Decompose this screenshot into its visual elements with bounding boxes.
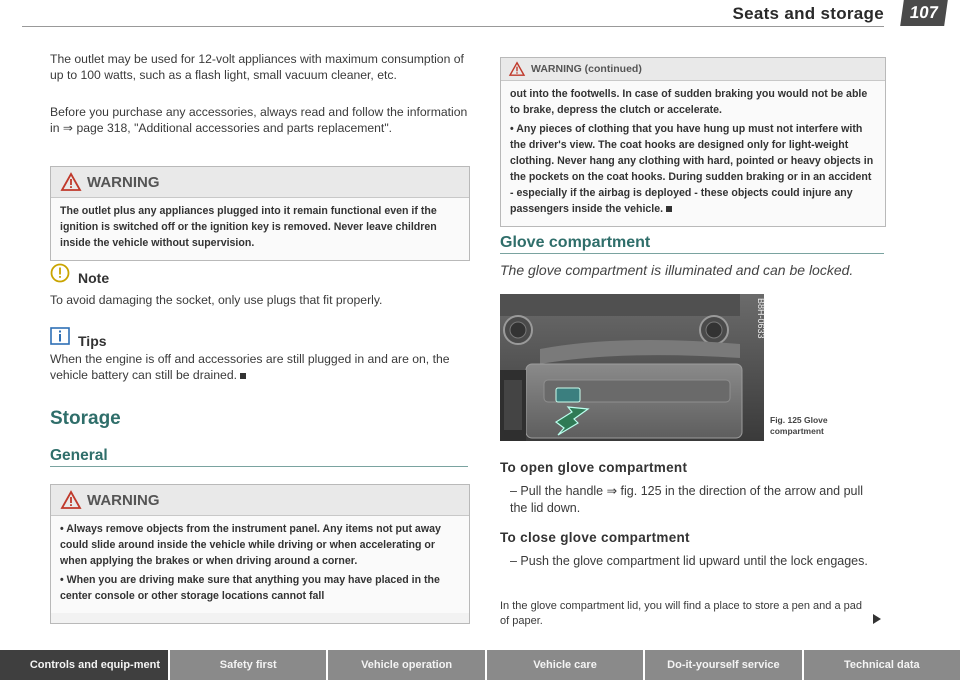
tips-header — [50, 323, 107, 349]
tips-text: When the engine is off and accessories are still plugged in and are on, the vehicle battery can still be drained. — [50, 352, 450, 382]
note-text: To avoid damaging the socket, only use plugs that fit properly. — [50, 293, 383, 307]
warning-text-continued: out into the footwells. In case of sudden braking you would not be able to brake, depress the clutch or accelerate. — [510, 88, 868, 116]
close-heading: To close glove compartment — [500, 530, 690, 545]
close-step: – Push the glove compartment lid upward until the lock engages. — [510, 554, 868, 568]
end-mark — [240, 373, 246, 379]
footer-tab-vehicle-operation[interactable]: Vehicle operation — [326, 650, 484, 680]
warning-triangle-icon — [61, 491, 81, 509]
glove-final-text: In the glove compartment lid, you will find a place to store a pen and a pad of paper. — [500, 600, 862, 627]
warning-header — [501, 58, 885, 81]
storage-heading: Storage — [50, 408, 121, 429]
note-header — [50, 260, 109, 286]
warning-header — [51, 167, 469, 198]
figure-caption-line-1: Fig. 125 Glove — [770, 415, 828, 425]
general-heading-rule — [50, 466, 468, 467]
warning-box-storage — [50, 484, 470, 624]
open-heading: To open glove compartment — [500, 460, 688, 475]
tips-title: Tips — [78, 333, 107, 349]
warning-triangle-icon — [61, 173, 81, 191]
warning-bullet-1: • Always remove objects from the instrument panel. Any items not put away could slide around inside the vehicle while driving or when accelerating or when applying the brakes or when driving around a corner. — [60, 523, 441, 567]
warning-box-continued — [500, 57, 886, 227]
warning-bullet-2: • When you are driving make sure that anything you may have placed in the center console or other storage locations cannot fall — [60, 574, 440, 602]
note-title: Note — [78, 270, 110, 286]
continue-arrow-icon — [872, 613, 882, 625]
general-heading: General — [50, 447, 108, 464]
page-number: 107 — [900, 0, 948, 26]
info-icon — [50, 327, 70, 345]
glove-subtitle: The glove compartment is illuminated and can be locked. — [500, 262, 854, 278]
glove-compartment-heading: Glove compartment — [500, 234, 651, 251]
page-header-title: Seats and storage — [732, 4, 884, 23]
figure-caption — [770, 415, 828, 437]
footer-tab-vehicle-care[interactable]: Vehicle care — [485, 650, 643, 680]
note-circle-icon — [50, 263, 70, 283]
end-mark — [666, 206, 672, 212]
warning-header — [51, 485, 469, 516]
warning-triangle-icon — [509, 62, 525, 76]
intro-paragraph-1: The outlet may be used for 12-volt appliances with maximum consumption of up to 100 watts, such as a flash light, small vacuum cleaner, etc. — [50, 52, 464, 82]
header-divider — [22, 26, 884, 27]
open-step: – Pull the handle ⇒ fig. 125 in the direction of the arrow and pull the lid down. — [510, 484, 864, 515]
warning-title: WARNING (continued) — [531, 63, 642, 75]
footer-tab-controls[interactable]: Controls and equip-ment — [0, 650, 168, 680]
warning-title: WARNING — [87, 491, 160, 509]
footer-tab-safety[interactable]: Safety first — [168, 650, 326, 680]
footer-nav — [0, 650, 960, 680]
figure-code-label: B8H-0633 — [756, 298, 766, 339]
warning-title: WARNING — [87, 173, 160, 191]
glove-heading-rule — [500, 253, 884, 254]
footer-tab-technical-data[interactable]: Technical data — [802, 650, 960, 680]
warning-text: The outlet plus any appliances plugged into it remain functional even if the ignition is switched off or the ignition key is removed. Never leave children inside the vehicle without supervision. — [60, 205, 437, 249]
warning-box-outlet — [50, 166, 470, 261]
footer-tab-diy-service[interactable]: Do-it-yourself service — [643, 650, 801, 680]
glove-compartment-figure — [500, 294, 764, 441]
warning-bullet-clothing: • Any pieces of clothing that you have hung up must not interfere with the driver's view. The coat hooks are designed only for light-weight clothing. Never hang any clothing with hard, pointed or heavy objects in the pockets on the coat hooks. During sudden braking or in an accident - especially if the airbag is deployed - these objects could injure any passengers inside the vehicle. — [510, 123, 874, 215]
figure-caption-line-2: compartment — [770, 426, 824, 436]
intro-paragraph-2: Before you purchase any accessories, always read and follow the information in ⇒ page 318, "Additional accessories and parts replacement". — [50, 105, 468, 135]
